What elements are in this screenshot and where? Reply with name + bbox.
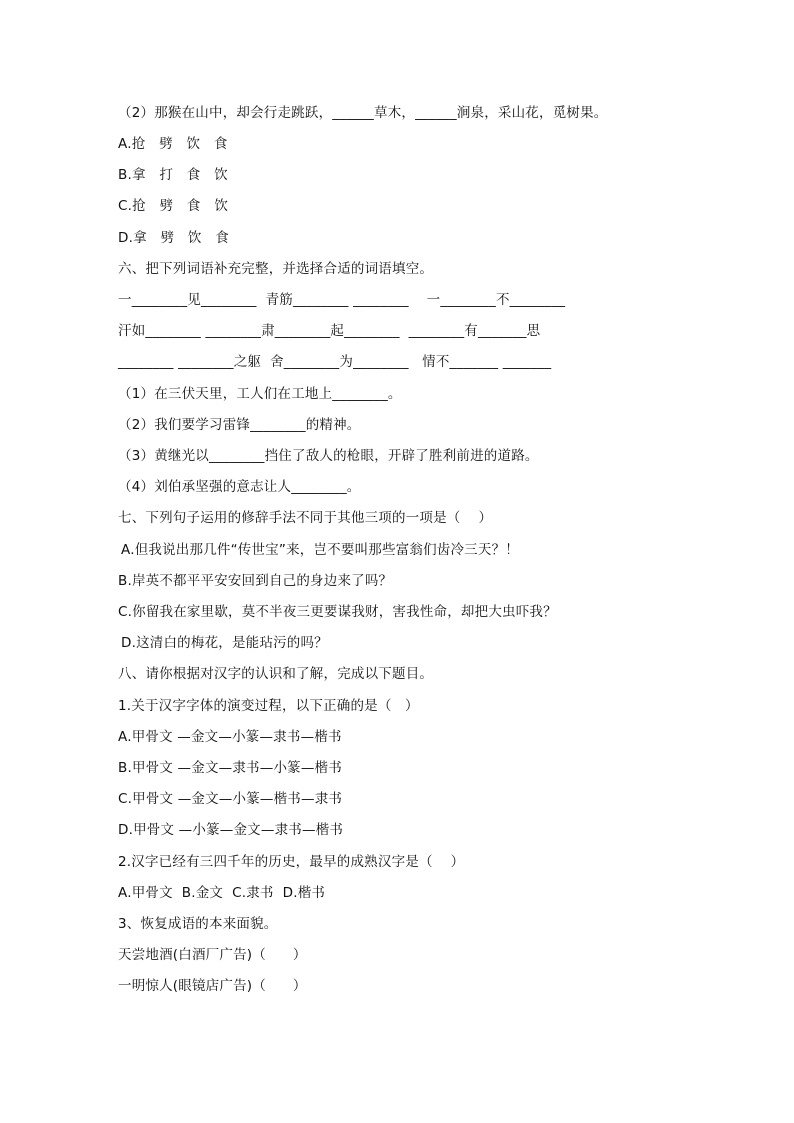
- section-8-q2-options: A.甲骨文 B.金文 C.隶书 D.楷书: [118, 885, 326, 901]
- idiom-row-2: 汗如________ ________肃________起________ ________有_______思: [118, 323, 541, 339]
- fill-blank-1: （1）在三伏天里，工人们在工地上________。: [118, 386, 402, 402]
- section-7-option-b: B.岸英不都平平安安回到自己的身边来了吗？: [118, 573, 393, 589]
- fill-blank-3: （3）黄继光以________挡住了敌人的枪眼，开辟了胜利前进的道路。: [118, 448, 539, 464]
- idiom-row-3: ________ ________之躯 舍________为________ 情不_______ _______: [118, 354, 552, 370]
- idiom-restore-2: 一明惊人(眼镜店广告)（ ）: [118, 978, 307, 994]
- idiom-restore-1: 天尝地酒(白酒厂广告)（ ）: [118, 947, 307, 963]
- section-8-q1-option-b: B.甲骨文 —金文—隶书—小篆—楷书: [118, 760, 342, 776]
- section-7-heading: 七、下列句子运用的修辞手法不同于其他三项的一项是（ ）: [118, 510, 493, 526]
- fill-blank-4: （4）刘伯承坚强的意志让人________。: [118, 479, 361, 495]
- question-2-stem: （2）那猴在山中，却会行走跳跃，______草木，______涧泉，采山花，觅树果。: [118, 105, 608, 121]
- option-c: C.抢 劈 食 饮: [118, 198, 229, 214]
- fill-blank-2: （2）我们要学习雷锋________的精神。: [118, 417, 361, 433]
- section-8-q2: 2.汉字已经有三四千年的历史，最早的成熟汉字是（ ）: [118, 854, 465, 870]
- section-8-q1-option-c: C.甲骨文 —金文—小篆—楷书—隶书: [118, 791, 343, 807]
- section-6-heading: 六、把下列词语补充完整，并选择合适的词语填空。: [118, 261, 434, 277]
- section-7-option-d: D.这清白的梅花，是能玷污的吗？: [121, 635, 328, 651]
- section-8-q1-option-d: D.甲骨文 —小篆—金文—隶书—楷书: [118, 822, 344, 838]
- option-b: B.拿 打 食 饮: [118, 167, 228, 183]
- section-7-option-a: A.但我说出那几件“传世宝”来，岂不要叫那些富翁们齿冷三天？！: [121, 542, 519, 558]
- section-8-heading: 八、请你根据对汉字的认识和了解，完成以下题目。: [118, 666, 434, 682]
- section-8-q1: 1.关于汉字字体的演变过程，以下正确的是（ ）: [118, 698, 419, 714]
- section-7-option-c: C.你留我在家里歇，莫不半夜三更要谋我财，害我性命，却把大虫吓我？: [118, 604, 557, 620]
- section-8-q3: 3、恢复成语的本来面貌。: [118, 916, 278, 932]
- idiom-row-1: 一________见________ 青筋________ ________ 一________不________: [118, 292, 566, 308]
- section-8-q1-option-a: A.甲骨文 —金文—小篆—隶书—楷书: [118, 729, 342, 745]
- option-a: A.抢 劈 饮 食: [118, 136, 228, 152]
- option-d: D.拿 劈 饮 食: [118, 230, 229, 246]
